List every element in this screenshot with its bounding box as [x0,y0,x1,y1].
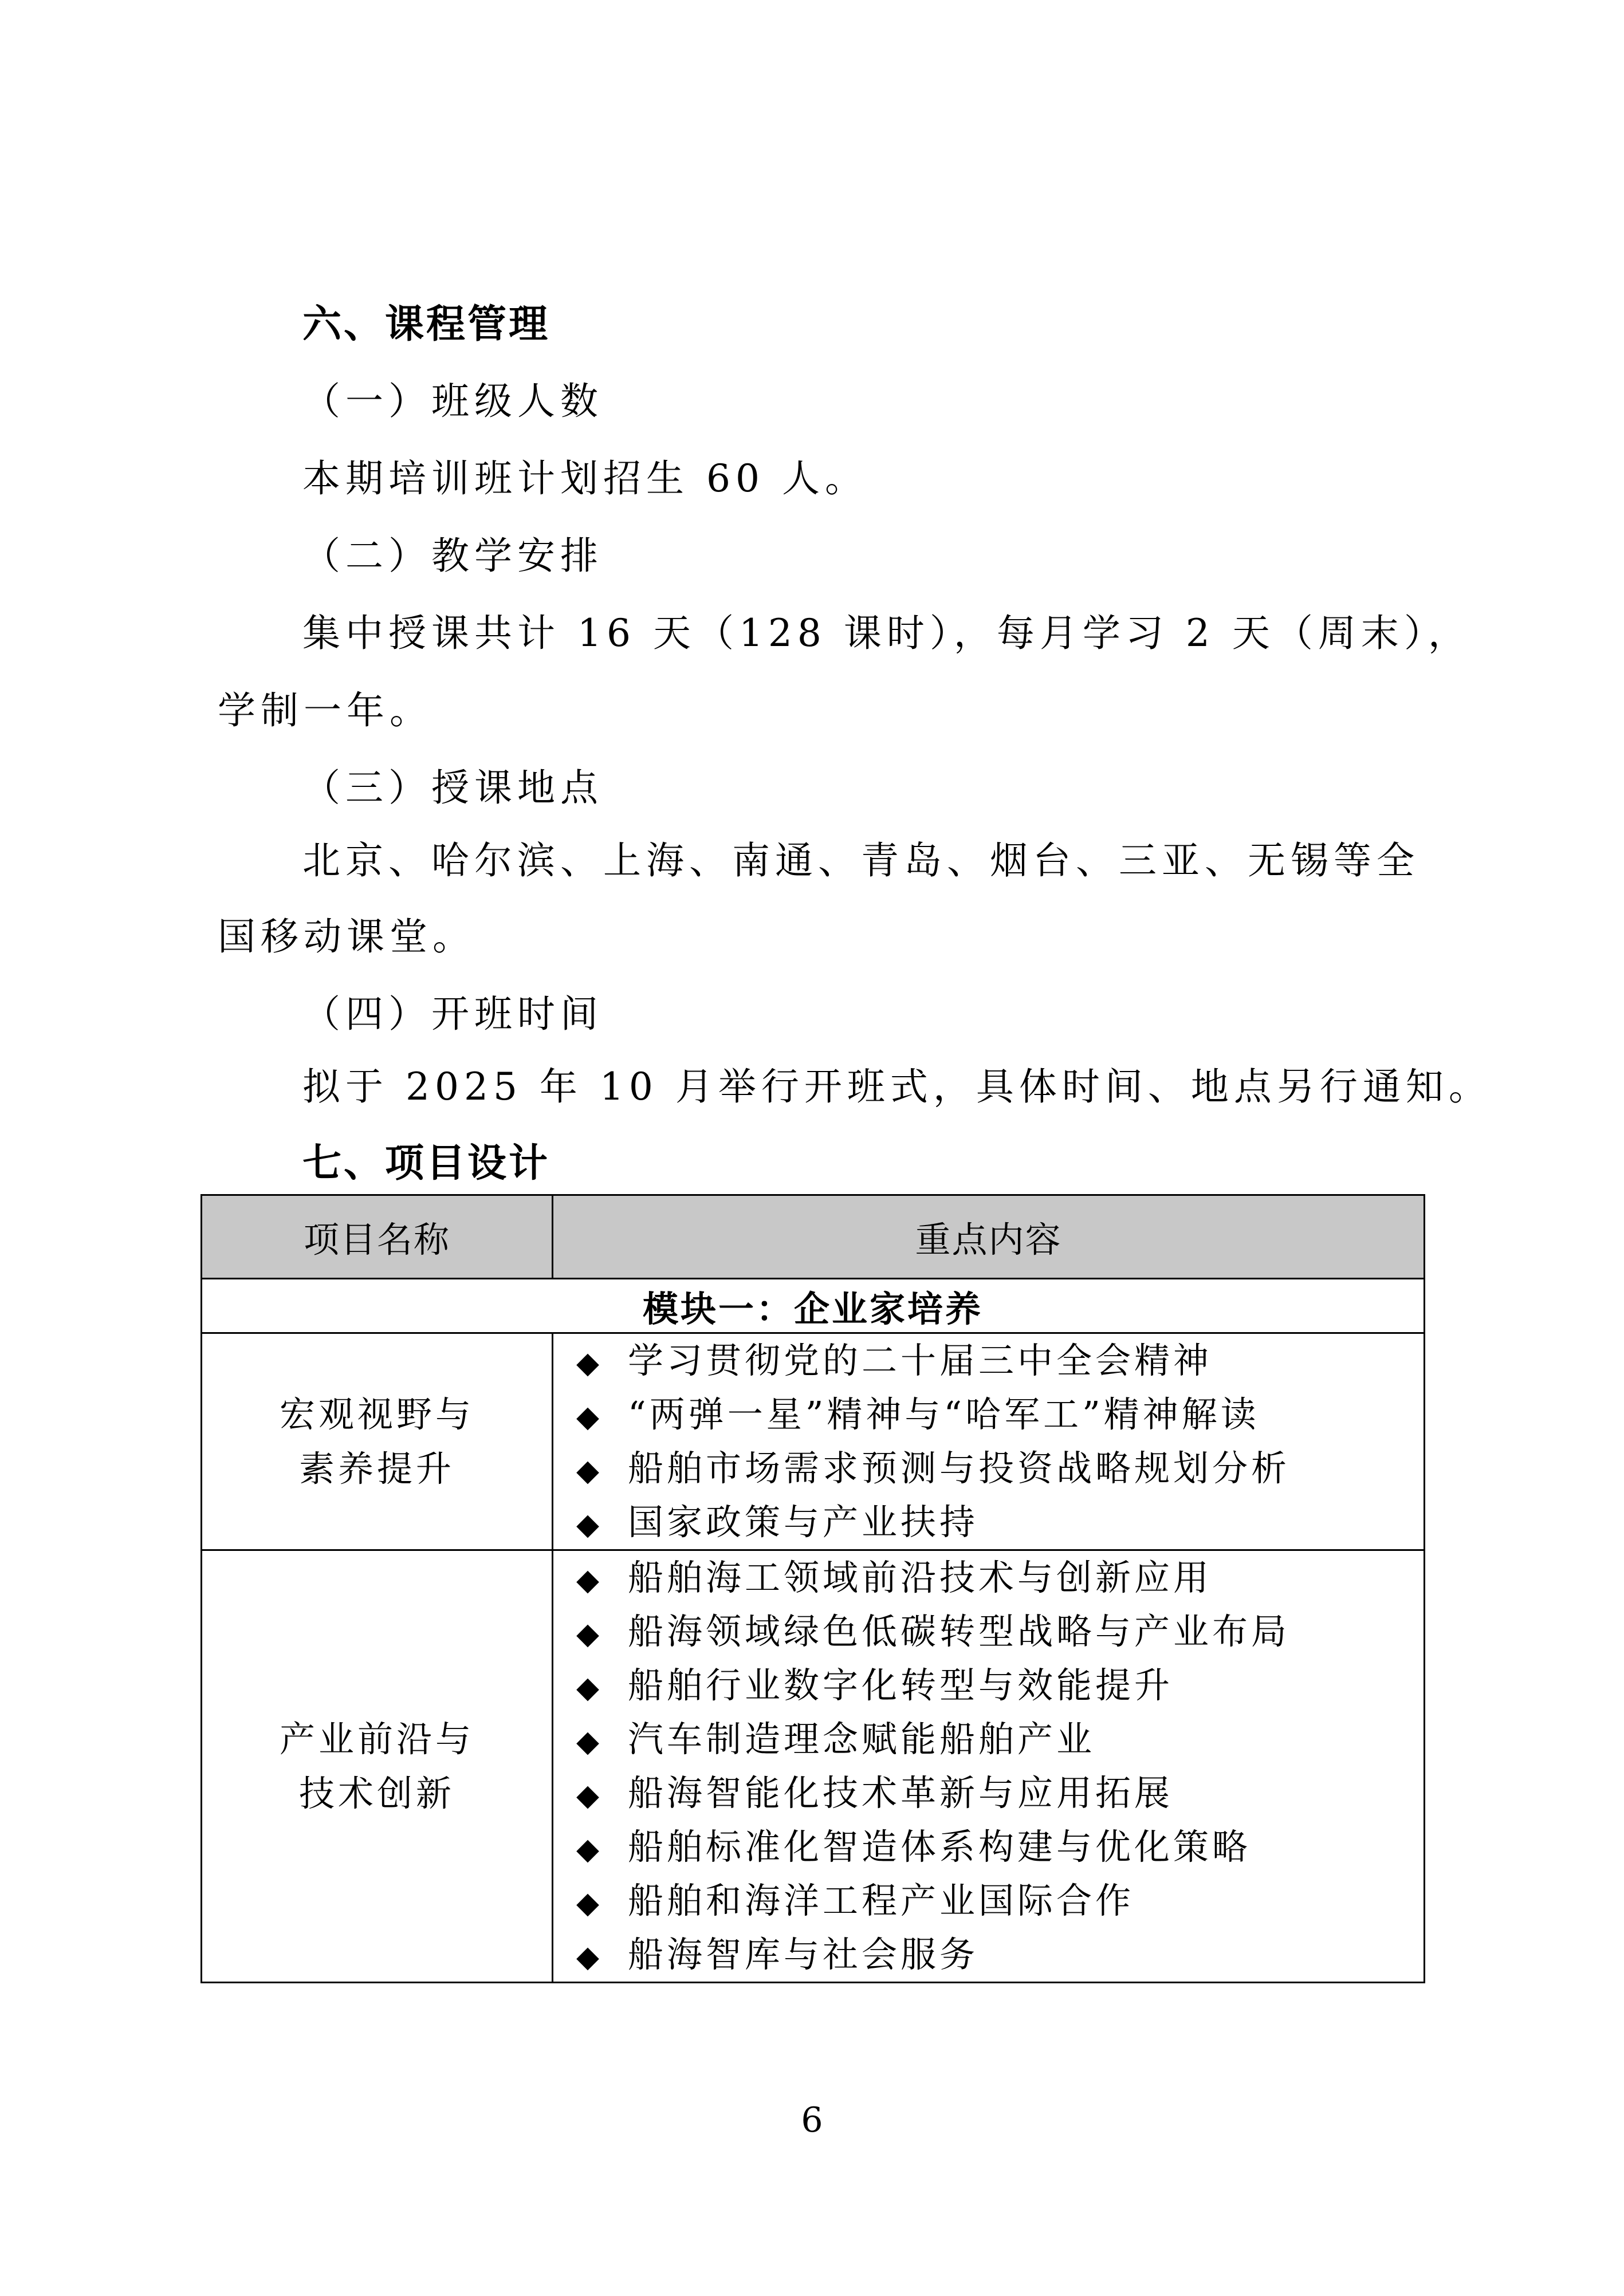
diamond-bullet-icon: ◆ [576,1346,603,1380]
section-6-title: 六、课程管理 [302,302,550,347]
list-item [576,1874,1424,1928]
list-item [576,1388,1424,1442]
list-item [576,1766,1424,1820]
diamond-bullet-icon: ◆ [576,1940,603,1974]
module-row [202,1279,1425,1333]
point-text: 船海智库与社会服务 [628,1933,979,1975]
list-item [576,1928,1424,1982]
list-item [576,1712,1424,1766]
subsection-venue: （三）授课地点 [302,766,603,810]
diamond-bullet-icon: ◆ [576,1617,603,1651]
point-text: 汽车制造理念赋能船舶产业 [628,1718,1096,1760]
key-points-list [553,1334,1424,1549]
list-item [576,1659,1424,1712]
diamond-bullet-icon: ◆ [576,1778,603,1813]
diamond-bullet-icon: ◆ [576,1507,603,1542]
header-project-name: 项目名称 [202,1195,553,1279]
point-text: 船海智能化技术革新与应用拓展 [628,1772,1174,1814]
project-name-line: 素养提升 [298,1448,455,1490]
diamond-bullet-icon: ◆ [576,1563,603,1597]
diamond-bullet-icon: ◆ [576,1400,603,1434]
list-item [576,1334,1424,1388]
diamond-bullet-icon: ◆ [576,1724,603,1759]
point-text: 国家政策与产业扶持 [628,1501,979,1543]
list-item [576,1495,1424,1549]
module-title: 模块一：企业家培养 [202,1279,1425,1333]
section-7-title: 七、项目设计 [302,1141,550,1186]
point-text: “两弹一星”精神与“哈军工”精神解读 [628,1393,1260,1435]
project-name-line: 技术创新 [298,1773,455,1814]
key-content-cell [553,1333,1425,1550]
key-points-list [553,1551,1424,1982]
diamond-bullet-icon: ◆ [576,1886,603,1920]
paragraph-venue-line2: 国移动课堂。 [218,915,475,959]
paragraph-teaching-arrangement-line1: 集中授课共计 16 天（128 课时），每月学习 2 天（周末）， [302,611,1471,655]
point-text: 船舶市场需求预测与投资战略规划分析 [628,1447,1291,1489]
subsection-class-size: （一）班级人数 [302,379,603,423]
diamond-bullet-icon: ◆ [576,1671,603,1705]
project-name-line: 产业前沿与 [279,1718,474,1760]
subsection-opening-time: （四）开班时间 [302,992,603,1036]
paragraph-class-size: 本期培训班计划招生 60 人。 [302,456,868,501]
table-row [202,1550,1425,1983]
point-text: 船舶行业数字化转型与效能提升 [628,1664,1174,1706]
paragraph-opening-time: 拟于 2025 年 10 月举行开班式，具体时间、地点另行通知。 [302,1065,1492,1109]
project-name-line: 宏观视野与 [279,1393,474,1435]
list-item [576,1551,1424,1605]
project-name-cell [202,1333,553,1550]
paragraph-teaching-arrangement-line2: 学制一年。 [218,688,432,732]
list-item [576,1820,1424,1874]
page-number: 6 [801,2100,823,2140]
paragraph-venue-line1: 北京、哈尔滨、上海、南通、青岛、烟台、三亚、无锡等全 [302,838,1419,883]
point-text: 船舶标准化智造体系构建与优化策略 [628,1826,1252,1868]
project-design-table [200,1194,1425,1983]
point-text: 船舶和海洋工程产业国际合作 [628,1880,1135,1921]
table-header-row [202,1195,1425,1279]
header-key-content: 重点内容 [553,1195,1425,1279]
project-name-cell [202,1550,553,1983]
diamond-bullet-icon: ◆ [576,1832,603,1866]
point-text: 学习贯彻党的二十届三中全会精神 [628,1340,1213,1381]
subsection-teaching-arrangement: （二）教学安排 [302,534,603,578]
diamond-bullet-icon: ◆ [576,1454,603,1488]
list-item [576,1605,1424,1659]
key-content-cell [553,1550,1425,1983]
table-row [202,1333,1425,1550]
point-text: 船舶海工领域前沿技术与创新应用 [628,1557,1213,1598]
list-item [576,1442,1424,1495]
point-text: 船海领域绿色低碳转型战略与产业布局 [628,1610,1291,1652]
